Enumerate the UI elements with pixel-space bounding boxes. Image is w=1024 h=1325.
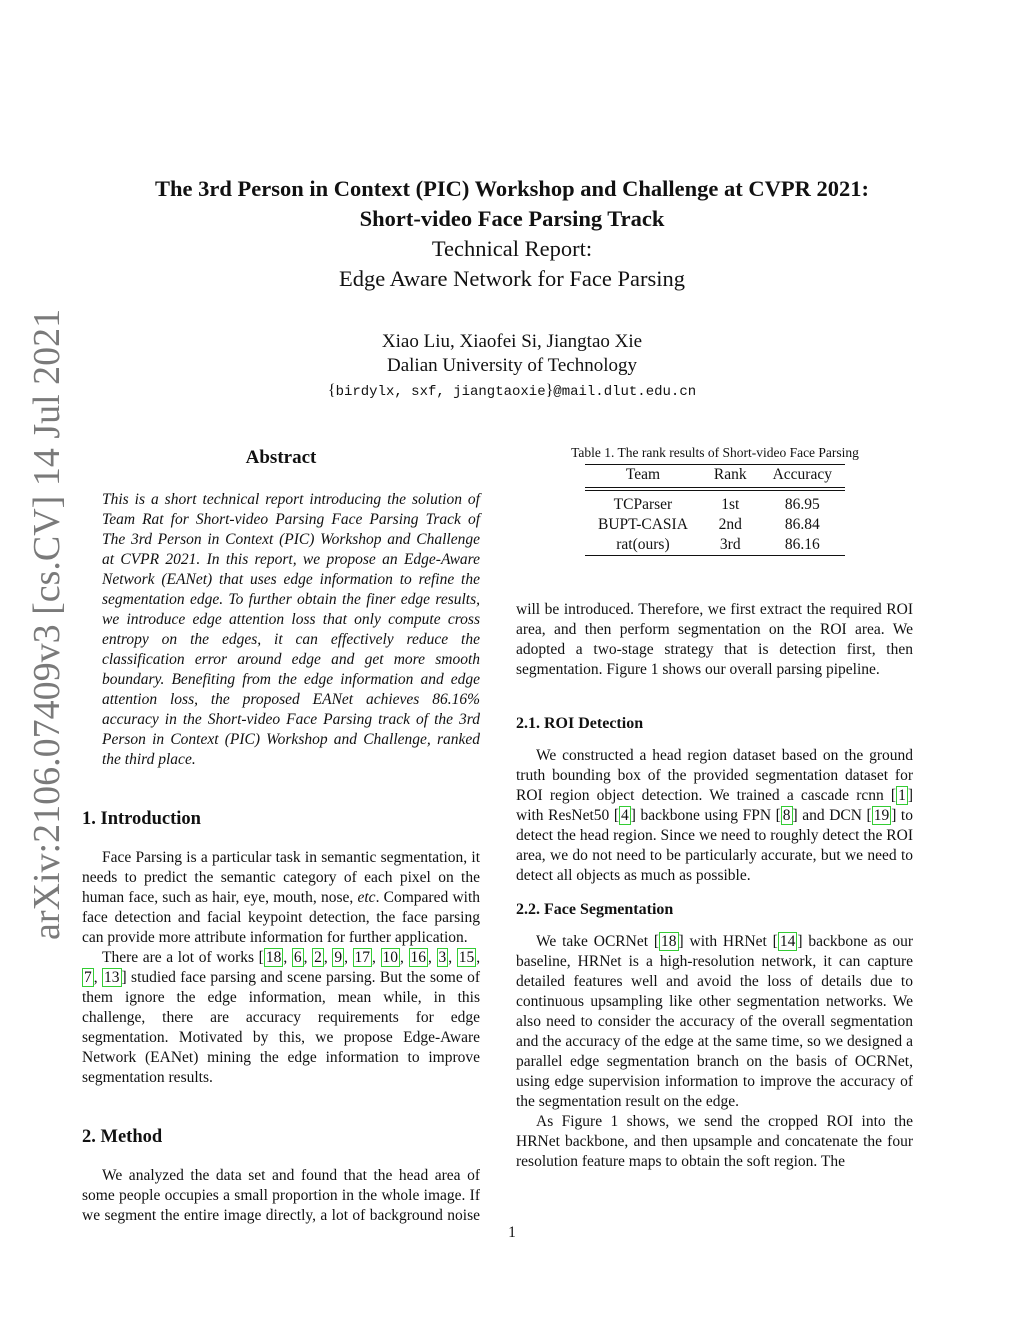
- citation-link[interactable]: 18: [265, 949, 282, 966]
- intro-citation-list: 18 , 6 , 2 , 9 , 17 , 10 , 16 , 3 , 15 , 7 , 13: [84, 949, 481, 986]
- author-email[interactable]: [0, 380, 1024, 403]
- table-header-team: Team: [625, 466, 661, 483]
- author-block: [0, 330, 1024, 403]
- table-header-row: [585, 465, 845, 490]
- table-cell-rank: 2nd: [718, 516, 742, 533]
- abstract-heading: Abstract: [245, 447, 317, 468]
- paper-title-line-2: Short-video Face Parsing Track: [359, 206, 665, 231]
- table-cell-accuracy: 86.16: [784, 536, 820, 553]
- email-brace-close: }: [545, 382, 554, 399]
- seg-paragraph-1: We take OCRNet [ 18 ] with HRNet [ 14 ] backbone as our baseline, HRNet is a high-resolution network, it can capture detailed features well and avoid the loss of details due to continuous upsampling like other segmentation networks. We also need to consider the accuracy of the overall segmentation and the accuracy of the edge at the same time, so we designed a parallel edge segmentation branch on the basis of OCRNet, using edge supervision information to improve the accuracy of the segmentation result on the edge.: [516, 933, 914, 1110]
- table-cell-team: rat(ours): [616, 536, 670, 553]
- table-header-rank: Rank: [713, 466, 747, 483]
- seg-heading: 2.2. Face Segmentation: [516, 901, 674, 918]
- citation-link[interactable]: 8: [782, 807, 791, 824]
- author-affiliation: Dalian University of Technology: [386, 355, 637, 376]
- intro-heading: 1. Introduction: [82, 809, 201, 829]
- citation-link[interactable]: 17: [354, 949, 371, 966]
- table-cell-rank: 1st: [721, 496, 740, 513]
- seg-paragraph-2: As Figure 1 shows, we send the cropped ROI into the HRNet backbone, and then upsample and concatenate the four resolution feature maps to obtain the soft region. The: [516, 1113, 913, 1170]
- paper-subtitle-line-2: Edge Aware Network for Face Parsing: [339, 266, 685, 291]
- table-row: [585, 489, 845, 515]
- citation-link[interactable]: 16: [410, 949, 427, 966]
- citation-link[interactable]: 2: [314, 949, 322, 966]
- method-paragraph-1: We analyzed the data set and found that the head area of some people occupies a small proportion in the whole image. If we segment the entire image directly, a lot of background noise: [82, 1167, 480, 1224]
- table-cell-accuracy: 86.84: [784, 516, 820, 533]
- etc-italic: etc: [357, 889, 376, 906]
- citation-link[interactable]: 15: [458, 949, 475, 966]
- citation-link[interactable]: 18: [661, 933, 677, 950]
- page-number: 1: [508, 1224, 516, 1241]
- table-header-accuracy: Accuracy: [772, 466, 832, 483]
- citation-link[interactable]: 6: [293, 949, 302, 966]
- table-cell-rank: 3rd: [719, 536, 741, 553]
- roi-paragraph: We constructed a head region dataset based on the ground truth bounding box of the provided segmentation dataset for ROI region object detection. We trained a cascade rcnn [ 1 ] with ResNet50 [ 4 ] backbone using FPN [ 8 ] and DCN [ 19 ] to detect the head region. Since we need to roughly detect the ROI area, we do not need to be particularly accurate, but we need to detect all objects as much as possible.: [516, 747, 913, 884]
- abstract-text: This is a short technical report introducing the solution of Team Rat for Short-video Parsing Face Parsing Track of The 3rd Person in Context (PIC) Workshop and Challenge at CVPR 2021. In this report, we propose an Edge-Aware Network (EANet) that uses edge information to refine the segmentation edge. To further obtain the finer edge results, we introduce edge attention loss that only compute cross entropy on the edges, it can effectively reduce the classification error around edge and get more smooth boundary. Benefiting from the edge information and edge attention loss, the proposed EANet achieves 86.16% accuracy in the Short-video Face Parsing track of the 3rd Person in Context (PIC) Workshop and Challenge, ranked the third place.: [102, 491, 480, 768]
- email-domain: @mail.dlut.edu.cn: [553, 384, 697, 400]
- citation-link[interactable]: 7: [84, 969, 92, 986]
- intro-paragraph-2: There are a lot of works [ 18 , 6 , 2 , 9 , 17 , 10 , 16 , 3 , 15 , 7 , 13 ] studied face parsing and scene parsing. But the some of them ignore the edge information, mean while, in this challenge, there are accuracy requirements for edge segmentation. Motivated by this, we propose Edge-Aware Network (EANet) mining the edge information to improve segmentation results.: [82, 949, 481, 1086]
- table-cell-team: BUPT-CASIA: [598, 516, 688, 533]
- method-paragraph-tail: will be introduced. Therefore, we first extract the required ROI area, and then perform segmentation on the ROI area. We adopted a two-stage strategy that is detection first, then segmentation. Figure 1 shows our overall parsing pipeline.: [516, 601, 913, 678]
- rank-table-block: [540, 444, 890, 556]
- email-brace-open: {: [327, 382, 336, 399]
- table-cell-team: TCParser: [613, 496, 673, 513]
- right-column: [516, 600, 913, 1172]
- table-cell-accuracy: 86.95: [784, 496, 820, 513]
- citation-link[interactable]: 14: [779, 933, 796, 950]
- citation-link[interactable]: 10: [382, 949, 399, 966]
- email-users: birdylx, sxf, jiangtaoxie: [335, 384, 546, 400]
- citation-link[interactable]: 13: [104, 969, 120, 986]
- roi-heading: 2.1. ROI Detection: [516, 715, 644, 732]
- left-column: [82, 446, 480, 1226]
- citation-link[interactable]: 19: [873, 807, 890, 824]
- table-row: [585, 515, 845, 535]
- table-caption: Table 1. The rank results of Short-video Face Parsing: [571, 445, 859, 460]
- method-paragraph-continued: [516, 600, 913, 700]
- citation-link[interactable]: 1: [898, 787, 906, 804]
- arxiv-sidebar-stamp: arXiv:2106.07409v3 [cs.CV] 14 Jul 2021: [26, 308, 68, 940]
- abstract-body: [82, 490, 480, 770]
- title-block: [0, 174, 1024, 294]
- rank-table: [585, 464, 845, 556]
- author-names: Xiao Liu, Xiaofei Si, Jiangtao Xie: [381, 331, 643, 352]
- citation-link[interactable]: 3: [438, 949, 447, 966]
- table-row: [585, 535, 845, 556]
- paper-title-line-1: The 3rd Person in Context (PIC) Workshop and Challenge at CVPR 2021:: [155, 176, 869, 201]
- citation-link[interactable]: 4: [621, 807, 629, 824]
- citation-link[interactable]: 9: [334, 949, 343, 966]
- method-heading: 2. Method: [82, 1127, 163, 1147]
- paper-subtitle-line-1: Technical Report:: [431, 236, 593, 261]
- intro-paragraph-1: Face Parsing is a particular task in semantic segmentation, it needs to predict the semantic category of each pixel on the human face, such as hair, eye, mouth, nose, etc. Compared with face detection and facial keypoint detection, the face parsing can provide more attribute information for further application.: [82, 849, 481, 946]
